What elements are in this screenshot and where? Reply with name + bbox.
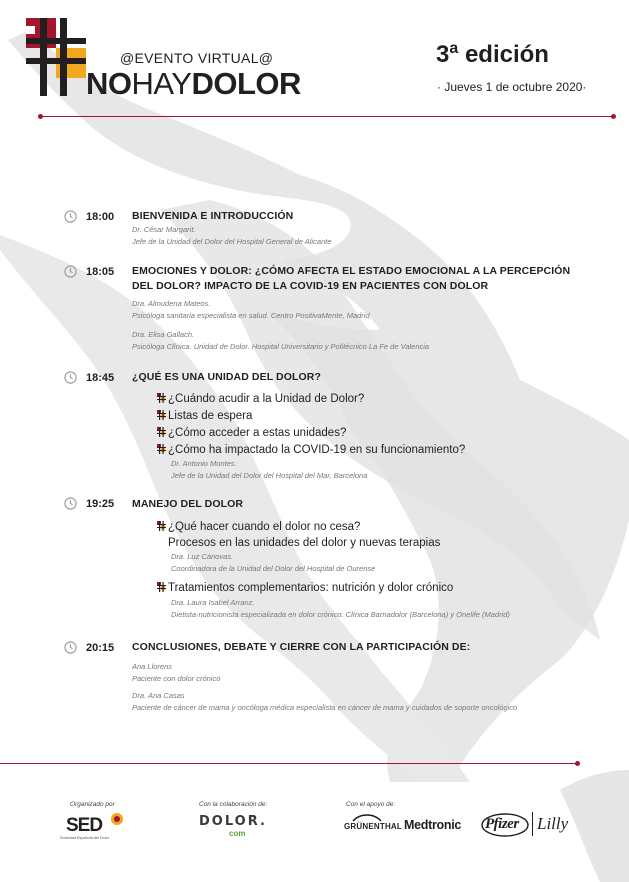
speaker-name: Dra. Luz Cánovas.	[171, 552, 234, 561]
header-divider-dot-right	[611, 114, 616, 119]
hashtag-bullet-icon	[157, 521, 166, 531]
session-title: CONCLUSIONES, DEBATE Y CIERRE CON LA PARTICIPACIÓN DE:	[132, 641, 471, 653]
speaker-name: Ana Llorens	[132, 662, 173, 671]
speaker-name: Dra. Ana Casas	[132, 691, 185, 700]
agenda-item: ¿Cómo ha impactado la COVID-19 en su funcionamiento?	[168, 444, 466, 456]
edition-superscript: a	[449, 40, 459, 57]
speaker-role: Jefe de la Unidad del Dolor del Hospital General de Alicante	[132, 237, 332, 246]
speaker-name: Dra. Elisa Gallach.	[132, 330, 195, 339]
speaker-name: Dr. Antonio Montes.	[171, 459, 237, 468]
brand-hay: HAY	[131, 66, 192, 101]
dolor-com-logo: DOLOR.	[199, 814, 267, 829]
session-time: 18:45	[86, 372, 115, 384]
hashtag-bullet-icon	[157, 410, 166, 420]
session-title: MANEJO DEL DOLOR	[132, 498, 244, 510]
clock-icon	[64, 497, 77, 510]
session-time: 20:15	[86, 642, 115, 654]
speaker-role: Jefe de la Unidad del Dolor del Hospital del Mar, Barcelona	[171, 471, 368, 480]
agenda-item-continuation: Procesos en las unidades del dolor y nuevas terapias	[168, 537, 441, 549]
clock-icon	[64, 371, 77, 384]
hashtag-bullet-icon	[157, 582, 166, 592]
brand-no: NO	[86, 66, 132, 101]
brand-title	[86, 66, 301, 102]
lilly-logo: Lilly	[537, 814, 569, 833]
speaker-role: Psicóloga Clínica. Unidad de Dolor. Hospital Universitario y Politécnico La Fe de Valencia	[132, 342, 430, 351]
header-divider	[40, 116, 615, 117]
event-date: · Jueves 1 de octubre 2020·	[437, 80, 587, 94]
grunenthal-logo: GRÜNENTHAL	[344, 822, 402, 831]
hashtag-logo-icon	[26, 18, 88, 98]
session-time: 18:05	[86, 266, 115, 278]
edition-word: edición	[464, 41, 549, 68]
header-divider-dot	[38, 114, 43, 119]
agenda-item: ¿Cuándo acudir a la Unidad de Dolor?	[168, 393, 365, 405]
dolor-com-suffix: com	[229, 829, 246, 838]
edition-number: 3	[436, 41, 450, 68]
apoyo-label: Con el apoyo de:	[346, 801, 396, 808]
sed-subtitle: Sociedad Española del Dolor	[60, 836, 109, 840]
agenda-item: Tratamientos complementarios: nutrición y dolor crónico	[168, 582, 454, 594]
colaboracion-label: Con la colaboración de:	[199, 801, 268, 808]
speaker-role: Psicóloga sanitaria especialista en salud. Centro PositivaMente, Madrid	[132, 311, 370, 320]
agenda-item: ¿Cómo acceder a estas unidades?	[168, 427, 347, 439]
sed-logo-icon	[110, 812, 124, 826]
hashtag-bullet-icon	[157, 427, 166, 437]
session-title: ¿QUÉ ES UNA UNIDAD DEL DOLOR?	[132, 371, 321, 383]
speaker-role: Dietista-nutricionista especializada en dolor crónico. Clínica Barnadolor (Barcelona) y Onelife (Madrid)	[171, 610, 510, 619]
speaker-role: Coordinadora de la Unidad del Dolor del Hospital de Ourense	[171, 564, 376, 573]
brand-dolor: DOLOR	[191, 66, 301, 101]
logo-separator	[532, 812, 533, 836]
footer-divider	[0, 763, 577, 764]
agenda-item: Listas de espera	[168, 410, 253, 422]
session-title: BIENVENIDA E INTRODUCCIÓN	[132, 210, 294, 222]
evento-virtual-label: @EVENTO VIRTUAL@	[120, 50, 274, 66]
session-title-line-1: EMOCIONES Y DOLOR: ¿CÓMO AFECTA EL ESTADO EMOCIONAL A LA PERCEPCIÓN	[132, 265, 571, 277]
session-title-line-2: DEL DOLOR? IMPACTO DE LA COVID-19 EN PACIENTES CON DOLOR	[132, 280, 489, 292]
hashtag-bullet-icon	[157, 393, 166, 403]
clock-icon	[64, 265, 77, 278]
organizado-label: Organizado por	[70, 801, 115, 808]
speaker-role: Paciente de cáncer de mama y oncóloga médica especialista en cáncer de mama y cuidados de soporte oncológico	[132, 703, 518, 712]
speaker-name: Dra. Almudena Mateos.	[132, 299, 211, 308]
edition-label	[436, 40, 549, 69]
grunenthal-logo-icon	[352, 812, 382, 822]
speaker-role: Paciente con dolor crónico	[132, 674, 221, 683]
session-time: 18:00	[86, 211, 115, 223]
clock-icon	[64, 210, 77, 223]
speaker-name: Dr. César Margarit.	[132, 225, 196, 234]
medtronic-logo: Medtronic	[404, 818, 462, 832]
speaker-name: Dra. Laura Isabel Arranz.	[171, 598, 255, 607]
session-time: 19:25	[86, 498, 115, 510]
clock-icon	[64, 641, 77, 654]
footer-divider-dot	[575, 761, 580, 766]
pfizer-logo: Pfizer	[485, 816, 519, 832]
hashtag-bullet-icon	[157, 444, 166, 454]
agenda-item: ¿Qué hacer cuando el dolor no cesa?	[168, 521, 361, 533]
sed-logo: SED	[66, 815, 103, 836]
